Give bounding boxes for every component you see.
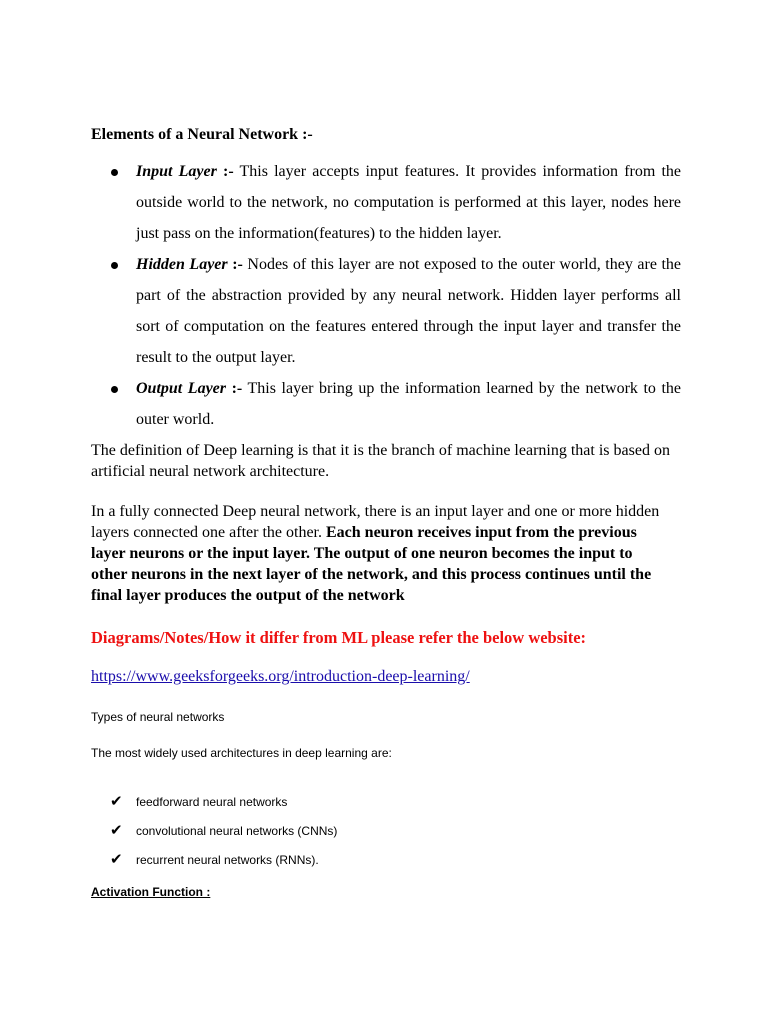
architecture-label: convolutional neural networks (CNNs) [136,823,338,838]
layer-description: This layer accepts input features. It provides information from the outside world to the network, no computation is performed at this layer, nodes here just pass on the information(features) to the hidden layer. [136,163,681,242]
checkmark-icon: ✔ [110,822,123,839]
reference-link[interactable]: https://www.geeksforgeeks.org/introduction-deep-learning/ [91,668,470,685]
list-item [110,845,337,874]
types-heading: Types of neural networks [91,710,225,724]
list-item [110,787,337,816]
list-item-input-layer [91,156,681,249]
layer-term: Hidden Layer [136,256,228,273]
layer-term: Input Layer [136,163,217,180]
checkmark-icon: ✔ [110,851,123,868]
reference-note: Diagrams/Notes/How it differ from ML please refer the below website: [91,628,587,647]
list-item-output-layer [91,373,681,435]
architecture-label: recurrent neural networks (RNNs). [136,852,319,867]
paragraph-bold-text: Each neuron receives input from the previous layer neurons or the input layer. The output of one neuron becomes the input to other neurons in the next layer of the network, and this process continues until the final layer produces the output of the network [91,524,652,604]
layer-list [91,156,681,435]
activation-function-heading: Activation Function : [91,885,211,899]
paragraph-text: In a fully connected Deep neural network, there is an input layer and one or more hidden layers connected one after the other. [91,503,660,541]
bullet-icon [111,386,118,393]
section-heading: Elements of a Neural Network :- [91,126,313,143]
architecture-label: feedforward neural networks [136,794,288,809]
definition-paragraph: The definition of Deep learning is that it is the branch of machine learning that is based on artificial neural network architecture. [91,442,670,480]
layer-separator: :- [232,256,243,273]
list-item-hidden-layer [91,249,681,373]
layer-description: This layer bring up the information learned by the network to the outer world. [136,380,682,428]
checkmark-icon: ✔ [110,793,123,810]
layer-term: Output Layer [136,380,227,397]
architecture-list [110,787,337,874]
layer-separator: :- [231,380,243,397]
connected-network-paragraph [91,501,671,606]
bullet-icon [111,169,118,176]
bullet-icon [111,262,118,269]
list-item [110,816,337,845]
layer-separator: :- [222,163,234,180]
architectures-intro: The most widely used architectures in deep learning are: [91,746,392,760]
layer-description: Nodes of this layer are not exposed to the outer world, they are the part of the abstraction provided by any neural network. Hidden layer performs all sort of computation on the features entered through the input layer and transfer the result to the output layer. [136,256,682,366]
